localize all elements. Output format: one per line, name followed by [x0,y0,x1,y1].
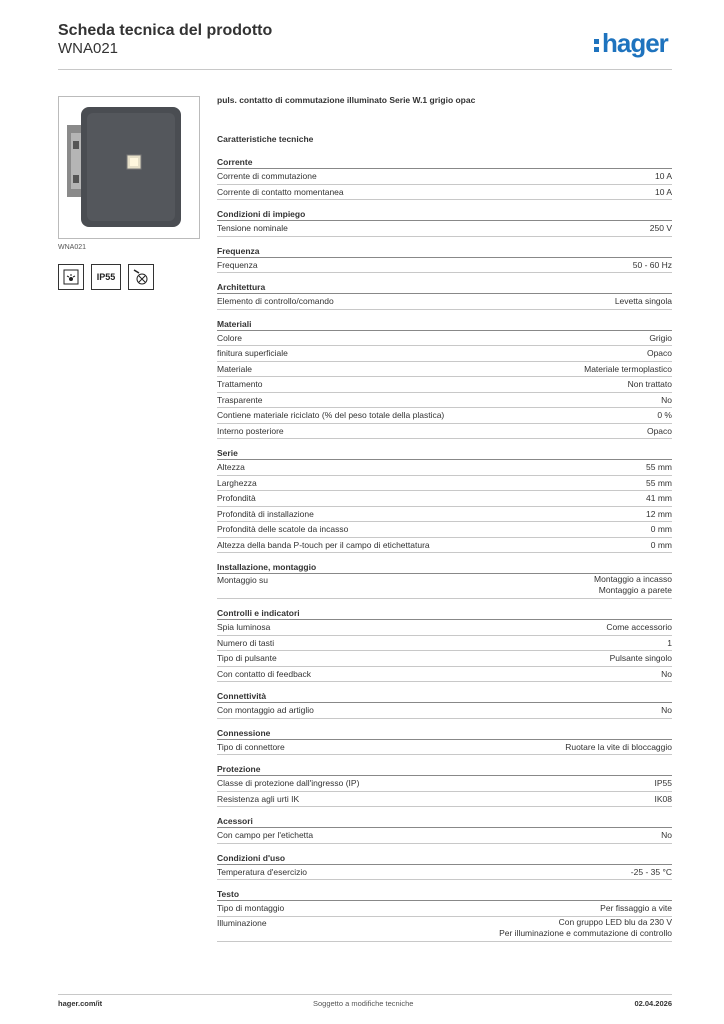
spec-group [217,156,672,200]
spec-value [631,865,672,880]
spec-row [217,776,672,792]
spec-value [661,667,672,682]
spec-value-line: Ruotare la vite di bloccaggio [565,741,672,752]
logo-text: hager [602,28,668,58]
spec-group-title: Connessione [217,727,672,740]
spec-value [651,538,672,553]
spec-value [646,460,672,475]
spec-group-title: Architettura [217,281,672,294]
certification-badges [58,264,154,290]
spec-row [217,476,672,492]
spec-group [217,318,672,440]
spec-row [217,491,672,507]
spec-row [217,636,672,652]
footer [58,994,672,1011]
spec-value [606,620,672,635]
footer-website: hager.com/it [58,999,103,1008]
spec-label: Temperatura d'esercizio [217,866,307,877]
spec-value [647,424,672,439]
spec-label: Altezza della banda P-touch per il campo di etichettatura [217,539,430,550]
spec-value-line: Montaggio a incasso [594,574,672,584]
spec-group-title: Frequenza [217,245,672,258]
spec-group [217,208,672,237]
spec-label: Trasparente [217,394,263,405]
spec-value-line: Opaco [646,425,672,436]
spec-value [661,828,672,843]
spec-value-line: 0 % [657,410,672,420]
spec-value-line: Pulsante singolo [609,653,672,663]
spec-row [217,522,672,538]
spec-group [217,245,672,274]
spec-group-title: Connettività [217,690,672,703]
spec-value-line: 41 mm [646,493,672,503]
spec-row [217,294,672,310]
spec-label: Spia luminosa [217,622,271,632]
spec-group [217,888,672,942]
spec-value [661,703,672,718]
spec-row [217,667,672,683]
spec-group-title: Acessori [217,815,672,828]
spec-label: Contiene materiale riciclato (% del peso totale della plastica) [217,410,445,420]
spec-label: Illuminazione [217,917,267,928]
spec-row [217,792,672,808]
spec-label: Trattamento [217,379,263,389]
spec-row [217,346,672,362]
spec-group [217,690,672,719]
spec-value [651,522,672,537]
product-description: puls. contatto di commutazione illuminato Serie W.1 grigio opac [217,95,476,105]
spec-value-line: -25 - 35 °C [630,866,672,877]
spec-value [646,507,672,522]
spec-group [217,447,672,553]
hager-logo [594,28,668,59]
spec-value [650,221,672,236]
product-code: WNA021 [58,40,119,57]
spec-group [217,815,672,844]
spec-value-line: 10 A [654,171,672,181]
spec-value-line: Per fissaggio a vite [600,903,672,913]
spec-group-title: Condizioni d'uso [217,852,672,865]
spec-value-line: 12 mm [646,508,672,519]
spec-label: Larghezza [217,477,257,488]
spec-label: Elemento di controllo/comando [217,296,334,306]
spec-value [633,258,672,273]
spec-group-title: Materiali [217,318,672,331]
footer-date: 02.04.2026 [634,999,672,1008]
spec-value-line: 50 - 60 Hz [632,259,672,270]
spec-value [667,636,672,651]
spec-row [217,460,672,476]
spec-value [646,491,672,506]
spec-row [217,169,672,185]
spec-label: Montaggio su [217,575,269,585]
spec-group [217,607,672,682]
spec-value-line: Montaggio a parete [598,585,672,595]
spec-row [217,507,672,523]
spec-value [661,393,672,408]
spec-row [217,331,672,347]
spec-value-line: Levetta singola [614,296,672,306]
spec-group-title: Serie [217,447,672,460]
spec-value-line: No [661,668,672,679]
spec-row [217,377,672,393]
spec-group [217,281,672,310]
spec-value [610,651,672,666]
spec-label: Con contatto di feedback [217,668,312,679]
spec-group-title: Controlli e indicatori [217,607,672,620]
spec-label: Con campo per l'etichetta [217,830,314,840]
spec-group-title: Condizioni di impiego [217,208,672,221]
spec-label: Interno posteriore [217,425,284,436]
spec-value-line: Grigio [649,332,672,343]
spec-row [217,651,672,667]
product-photo [58,96,200,239]
spec-row [217,393,672,409]
spec-value [655,792,673,807]
spec-value [499,917,672,939]
spec-value-line: 1 [667,637,672,648]
spec-value [655,169,672,184]
product-switch-image [59,97,199,238]
spec-value-line: Con gruppo LED blu da 230 V [558,916,672,927]
header-divider [58,69,672,70]
spec-group-title: Protezione [217,763,672,776]
spec-row [217,917,672,942]
spec-value-line: Non trattato [627,379,672,389]
spec-label: Profondità di installazione [217,508,314,519]
spec-value-line: 55 mm [646,462,672,472]
spec-value [600,901,672,916]
spec-label: Profondità delle scatole da incasso [217,524,349,534]
spec-value-line: IK08 [654,793,672,804]
spec-value [647,346,672,361]
spec-group-title: Installazione, montaggio [217,561,672,574]
spec-label: Profondità [217,493,256,503]
switch-symbol-icon [128,264,154,290]
spec-group [217,763,672,807]
spec-row [217,408,672,424]
led-symbol-icon [58,264,84,290]
spec-label: Resistenza agli urti IK [217,793,300,804]
spec-label: Tipo di pulsante [217,653,277,663]
spec-value-line: Opaco [646,348,672,358]
spec-row [217,865,672,881]
footer-notice: Soggetto a modifiche tecniche [313,999,414,1008]
spec-value [657,408,672,423]
spec-group [217,561,672,599]
spec-value [655,776,673,791]
spec-groups [217,156,672,942]
spec-value-line: 0 mm [650,539,672,550]
spec-value [584,362,672,377]
spec-value [594,574,672,596]
spec-value [646,476,672,491]
spec-value [565,740,672,755]
spec-label: Numero di tasti [217,637,275,648]
spec-group-title: Corrente [217,156,672,169]
spec-label: Classe di protezione dall'ingresso (IP) [217,778,360,788]
spec-row [217,740,672,756]
spec-row [217,538,672,554]
spec-value-line: 0 mm [650,524,672,534]
spec-group [217,727,672,756]
ip55-badge: IP55 [91,264,121,290]
spec-row [217,574,672,599]
section-heading: Caratteristiche tecniche [217,134,314,144]
spec-label: Colore [217,332,243,343]
spec-label: Corrente di contatto momentanea [217,186,344,197]
spec-value [615,294,672,309]
photo-caption: WNA021 [58,244,87,251]
spec-row [217,901,672,917]
spec-row [217,828,672,844]
spec-row [217,258,672,274]
spec-label: Tipo di connettore [217,741,285,752]
spec-label: finitura superficiale [217,348,288,358]
logo-dots-icon [594,36,600,55]
spec-label: Corrente di commutazione [217,171,317,181]
spec-value [655,185,672,200]
spec-value-line: Per illuminazione e commutazione di controllo [499,927,672,938]
spec-label: Tensione nominale [217,223,288,233]
spec-value-line: 250 V [649,223,672,233]
spec-row [217,221,672,237]
spec-row [217,185,672,201]
spec-row [217,424,672,440]
spec-value-line: 55 mm [646,477,672,488]
spec-value [628,377,672,392]
spec-label: Materiale [217,363,252,374]
spec-label: Tipo di montaggio [217,903,285,913]
spec-label: Altezza [217,462,245,472]
spec-value-line: No [661,705,672,715]
spec-label: Frequenza [217,259,258,270]
spec-value-line: No [661,394,672,405]
spec-value-line: Materiale termoplastico [584,363,672,374]
spec-label: Con montaggio ad artiglio [217,705,314,715]
page-title: Scheda tecnica del prodotto [58,22,273,39]
spec-group [217,852,672,881]
spec-value [649,331,672,346]
spec-value-line: IP55 [654,778,672,788]
spec-row [217,703,672,719]
spec-value-line: Come accessorio [606,622,672,632]
spec-group-title: Testo [217,888,672,901]
spec-value-line: No [661,830,672,840]
spec-value-line: 10 A [654,186,672,197]
spec-row [217,620,672,636]
spec-sheet [217,95,672,950]
spec-row [217,362,672,378]
